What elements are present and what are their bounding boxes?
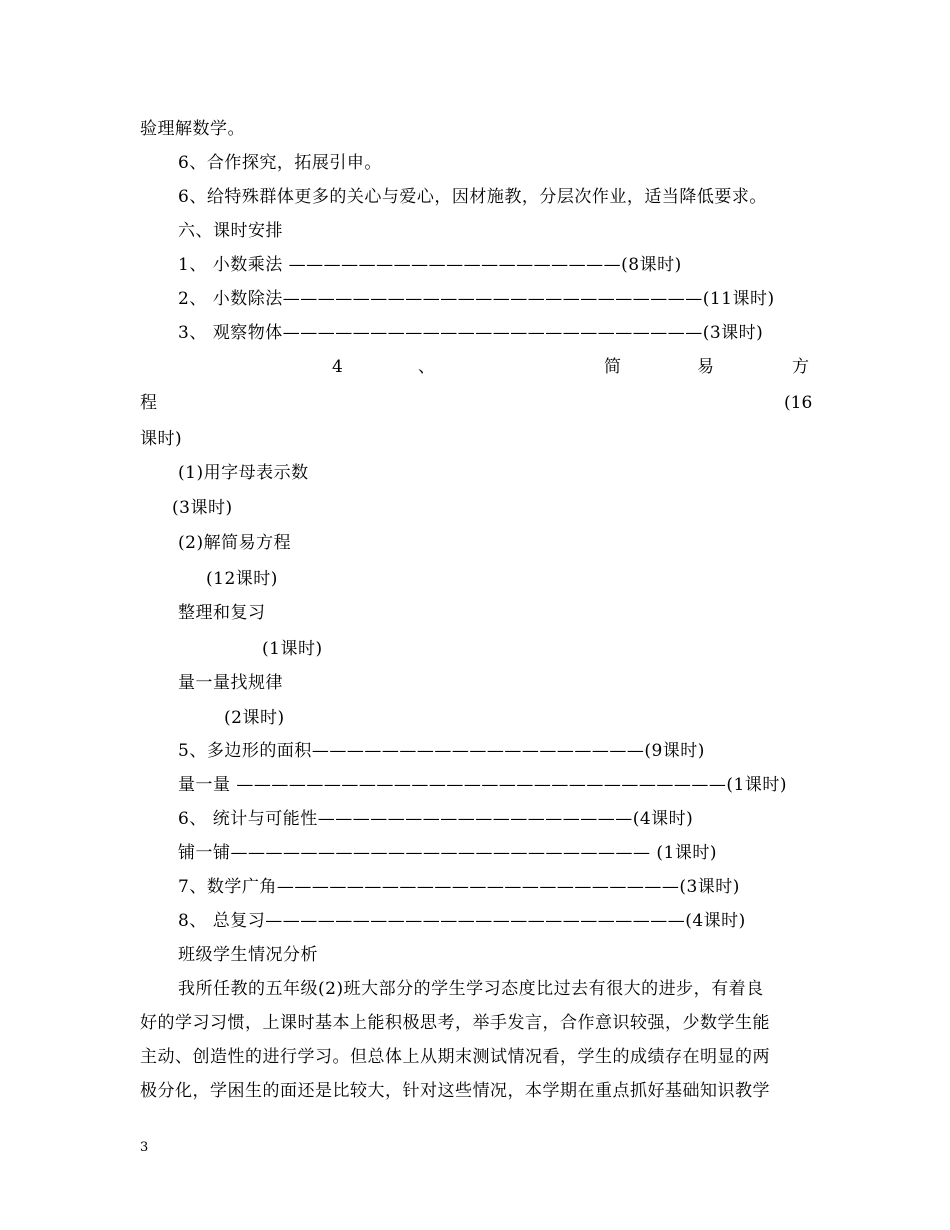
schedule-item-part: 方: [792, 357, 809, 377]
paragraph-line: 好的学习习惯，上课时基本上能积极思考，举手发言，合作意识较强，少数学生能: [140, 1013, 770, 1033]
schedule-item-part: 程: [140, 393, 157, 413]
schedule-item: 2、 小数除法————————————————————————(11课时): [178, 289, 775, 309]
sub-item-hours: (12课时): [206, 569, 278, 589]
text-line: 6、合作探究，拓展引申。: [178, 153, 382, 173]
paragraph-line: 主动、创造性的进行学习。但总体上从期末测试情况看，学生的成绩存在明显的两: [140, 1047, 770, 1067]
schedule-item: 7、数学广角———————————————————————(3课时): [178, 877, 740, 897]
schedule-item: 5、多边形的面积———————————————————(9课时): [178, 741, 705, 761]
schedule-item: 3、 观察物体————————————————————————(3课时): [178, 323, 764, 343]
page-number: 3: [140, 1140, 149, 1155]
schedule-item-part: 简: [604, 357, 621, 377]
schedule-item: 量一量 ————————————————————————————(1课时): [178, 775, 787, 795]
paragraph-line: 我所任教的五年级(2)班大部分的学生学习态度比过去有很大的进步，有着良: [178, 979, 764, 999]
sub-item: 整理和复习: [178, 603, 266, 623]
sub-item-hours: (2课时): [224, 708, 285, 728]
sub-item-hours: (1课时): [262, 639, 323, 659]
sub-item: (1)用字母表示数: [178, 463, 309, 483]
schedule-item: 8、 总复习————————————————————————(4课时): [178, 911, 746, 931]
text-line: 6、给特殊群体更多的关心与爱心，因材施教，分层次作业，适当降低要求。: [178, 187, 767, 207]
schedule-item-part: (16: [784, 393, 813, 413]
sub-item-hours: (3课时): [172, 498, 233, 518]
schedule-item-part: 、: [418, 357, 435, 377]
text-line: 课时): [140, 429, 183, 449]
schedule-item: 6、 统计与可能性——————————————————(4课时): [178, 809, 694, 829]
sub-item: 量一量找规律: [178, 673, 283, 693]
sub-item: (2)解简易方程: [178, 533, 292, 553]
schedule-item-part: 易: [697, 357, 714, 377]
paragraph-line: 极分化，学困生的面还是比较大，针对这些情况，本学期在重点抓好基础知识教学: [140, 1081, 770, 1101]
schedule-item: 1、 小数乘法 ———————————————————(8课时): [178, 255, 682, 275]
section-heading: 班级学生情况分析: [178, 945, 318, 965]
section-heading: 六、课时安排: [178, 221, 283, 241]
schedule-item-part: 4: [332, 357, 343, 377]
text-line: 验理解数学。: [140, 119, 245, 139]
schedule-item: 铺一铺———————————————————————— (1课时): [178, 843, 717, 863]
